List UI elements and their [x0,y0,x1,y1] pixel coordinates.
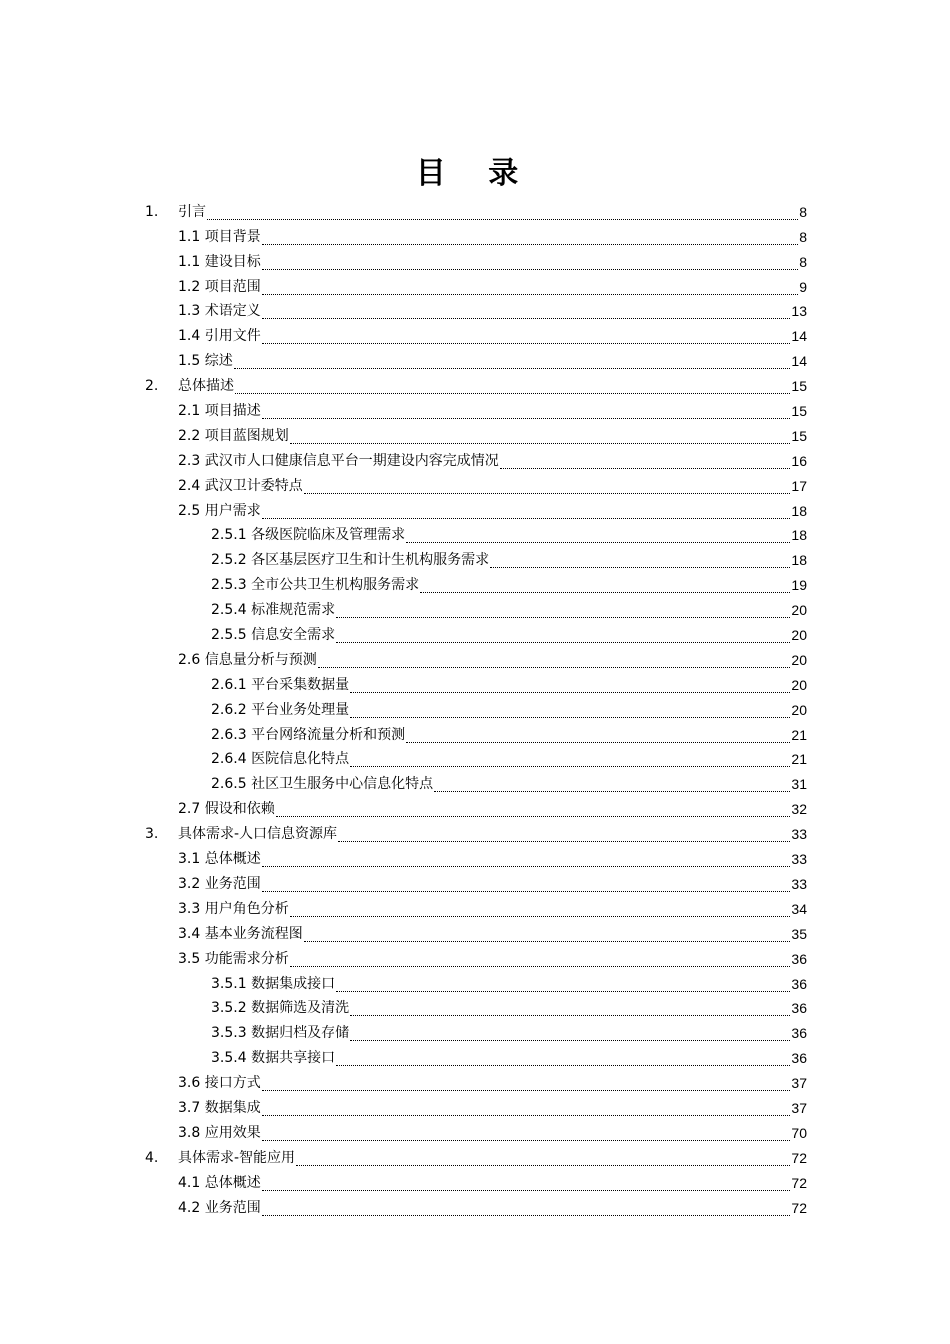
toc-page-number: 36 [791,1025,807,1042]
toc-leader-dots [350,1028,790,1042]
toc-page-number: 19 [791,577,807,594]
toc-leader-dots [262,406,791,420]
toc-page-number: 15 [791,427,807,444]
toc-page-number: 18 [791,502,807,519]
toc-entry[interactable] [145,198,807,223]
toc-entry[interactable] [145,1119,807,1144]
toc-page-number: 34 [791,900,807,917]
toc-entry-label: 2.5.3 全市公共卫生机构服务需求 [211,577,420,594]
toc-entry-label: 2.6 信息量分析与预测 [178,651,317,668]
toc-entry[interactable] [145,273,807,298]
toc-entry[interactable] [145,422,807,447]
table-of-contents [145,198,807,1219]
toc-page-number: 36 [791,1050,807,1067]
toc-entry[interactable] [145,248,807,273]
toc-leader-dots [276,804,791,818]
toc-leader-dots [207,207,798,221]
toc-leader-dots [406,530,790,544]
toc-leader-dots [262,257,798,271]
toc-leader-dots [235,381,790,395]
toc-entry[interactable] [145,347,807,372]
toc-entry[interactable] [145,920,807,945]
toc-page-number: 14 [791,353,807,370]
toc-entry[interactable] [145,770,807,795]
toc-entry[interactable] [145,372,807,397]
toc-page-number: 33 [791,826,807,843]
toc-leader-dots [350,1003,790,1017]
toc-leader-dots [350,754,790,768]
toc-page-number: 21 [791,726,807,743]
toc-page-number: 17 [791,477,807,494]
toc-entry-label: 具体需求-人口信息资源库 [178,826,338,843]
toc-entry-label: 2.5.2 各区基层医疗卫生和计生机构服务需求 [211,552,490,569]
toc-entry-label: 总体描述 [178,378,234,395]
toc-entry[interactable] [145,1044,807,1069]
toc-leader-dots [234,356,791,370]
toc-entry-label: 3.5 功能需求分析 [178,950,289,967]
toc-page-number: 20 [791,627,807,644]
toc-entry[interactable] [145,1019,807,1044]
toc-page-number: 37 [791,1099,807,1116]
toc-leader-dots [262,1128,791,1142]
toc-entry-label: 1.1 项目背景 [178,228,261,245]
toc-entry[interactable] [145,522,807,547]
toc-page-number: 14 [791,328,807,345]
toc-page-number: 20 [791,701,807,718]
toc-entry[interactable] [145,646,807,671]
toc-leader-dots [318,655,791,669]
toc-entry-label: 2.6.2 平台业务处理量 [211,701,350,718]
toc-page-number: 20 [791,651,807,668]
toc-leader-dots [304,481,791,495]
toc-page-number: 18 [791,527,807,544]
toc-entry[interactable] [145,1169,807,1194]
toc-leader-dots [338,829,790,843]
toc-leader-dots [262,879,791,893]
toc-entry-label: 2.3 武汉市人口健康信息平台一期建设内容完成情况 [178,452,499,469]
toc-leader-dots [262,331,791,345]
toc-entry[interactable] [145,1094,807,1119]
toc-entry[interactable] [145,870,807,895]
toc-entry[interactable] [145,223,807,248]
toc-entry-label: 4.2 业务范围 [178,1199,261,1216]
toc-leader-dots [262,1203,791,1217]
toc-page-number: 18 [791,552,807,569]
toc-leader-dots [336,605,790,619]
toc-page-number: 72 [791,1174,807,1191]
toc-entry[interactable] [145,795,807,820]
toc-page-number: 21 [791,751,807,768]
toc-entry-label: 2.6.5 社区卫生服务中心信息化特点 [211,776,434,793]
toc-entry-label: 2.4 武汉卫计委特点 [178,477,303,494]
toc-entry-label: 引言 [178,203,206,220]
toc-entry-label: 1.3 术语定义 [178,303,261,320]
toc-entry[interactable] [145,1069,807,1094]
toc-leader-dots [406,730,790,744]
toc-entry[interactable] [145,298,807,323]
toc-page-number: 9 [799,278,807,295]
toc-entry-number: 3. [145,826,159,843]
toc-page-number: 33 [791,851,807,868]
toc-entry-label: 1.1 建设目标 [178,253,261,270]
toc-entry-label: 2.5.4 标准规范需求 [211,602,336,619]
toc-page-number: 36 [791,950,807,967]
toc-entry[interactable] [145,845,807,870]
toc-entry-label: 3.6 接口方式 [178,1075,261,1092]
toc-page-number: 8 [799,203,807,220]
toc-entry-label: 2.2 项目蓝图规划 [178,427,289,444]
toc-title: 目 录 [415,156,535,191]
toc-entry[interactable] [145,895,807,920]
toc-entry-label: 2.1 项目描述 [178,403,261,420]
toc-entry-label: 3.3 用户角色分析 [178,900,289,917]
toc-leader-dots [434,779,790,793]
toc-leader-dots [262,1078,791,1092]
toc-entry-label: 2.5.5 信息安全需求 [211,627,336,644]
toc-leader-dots [262,1103,791,1117]
toc-entry-label: 2.6.3 平台网络流量分析和预测 [211,726,406,743]
toc-entry[interactable] [145,721,807,746]
toc-page-number: 36 [791,975,807,992]
toc-page-number: 32 [791,801,807,818]
toc-entry-label: 3.5.4 数据共享接口 [211,1050,336,1067]
toc-entry-label: 3.5.3 数据归档及存储 [211,1025,350,1042]
toc-leader-dots [336,979,790,993]
toc-entry[interactable] [145,497,807,522]
toc-page-number: 37 [791,1075,807,1092]
toc-entry-label: 具体需求-智能应用 [178,1149,296,1166]
toc-page-number: 16 [791,452,807,469]
toc-entry[interactable] [145,746,807,771]
toc-entry[interactable] [145,696,807,721]
toc-entry[interactable] [145,671,807,696]
toc-page-number: 70 [791,1124,807,1141]
toc-entry[interactable] [145,621,807,646]
toc-leader-dots [420,580,790,594]
toc-page-number: 31 [791,776,807,793]
toc-entry[interactable] [145,820,807,845]
toc-entry[interactable] [145,596,807,621]
toc-entry[interactable] [145,995,807,1020]
toc-page-number: 20 [791,602,807,619]
toc-entry[interactable] [145,945,807,970]
toc-leader-dots [296,1153,790,1167]
toc-page-number: 72 [791,1149,807,1166]
toc-leader-dots [262,232,798,246]
toc-page-number: 15 [791,403,807,420]
toc-entry[interactable] [145,1194,807,1219]
toc-page-number: 13 [791,303,807,320]
toc-entry-label: 2.6.1 平台采集数据量 [211,676,350,693]
toc-entry-label: 3.7 数据集成 [178,1099,261,1116]
toc-entry-label: 1.5 综述 [178,353,233,370]
toc-leader-dots [290,431,791,445]
toc-leader-dots [262,854,791,868]
toc-entry-number: 2. [145,378,159,395]
toc-page-number: 15 [791,378,807,395]
toc-leader-dots [350,705,790,719]
toc-entry-label: 3.2 业务范围 [178,875,261,892]
toc-entry-label: 2.7 假设和依赖 [178,801,275,818]
toc-entry-label: 2.5 用户需求 [178,502,261,519]
toc-leader-dots [336,1053,790,1067]
toc-leader-dots [262,1178,791,1192]
toc-entry[interactable] [145,447,807,472]
toc-entry-number: 4. [145,1149,159,1166]
toc-leader-dots [262,282,798,296]
toc-entry[interactable] [145,546,807,571]
toc-leader-dots [290,954,791,968]
toc-leader-dots [262,306,791,320]
toc-entry-label: 1.2 项目范围 [178,278,261,295]
toc-entry-number: 1. [145,203,159,220]
toc-entry-label: 2.5.1 各级医院临床及管理需求 [211,527,406,544]
toc-leader-dots [336,630,790,644]
toc-entry[interactable] [145,571,807,596]
toc-entry[interactable] [145,322,807,347]
toc-page-number: 33 [791,875,807,892]
toc-entry[interactable] [145,1144,807,1169]
toc-page-number: 8 [799,228,807,245]
toc-page-number: 35 [791,925,807,942]
toc-entry-label: 3.4 基本业务流程图 [178,925,303,942]
toc-page-number: 8 [799,253,807,270]
toc-entry-label: 3.5.1 数据集成接口 [211,975,336,992]
toc-page-number: 20 [791,676,807,693]
toc-entry-label: 1.4 引用文件 [178,328,261,345]
toc-entry-label: 2.6.4 医院信息化特点 [211,751,350,768]
toc-entry-label: 3.8 应用效果 [178,1124,261,1141]
toc-entry-label: 4.1 总体概述 [178,1174,261,1191]
toc-entry[interactable] [145,970,807,995]
toc-entry-label: 3.1 总体概述 [178,851,261,868]
toc-leader-dots [262,506,791,520]
toc-entry[interactable] [145,397,807,422]
toc-leader-dots [490,555,790,569]
toc-leader-dots [350,680,790,694]
toc-entry-label: 3.5.2 数据筛选及清洗 [211,1000,350,1017]
toc-leader-dots [500,456,791,470]
toc-entry[interactable] [145,472,807,497]
toc-page-number: 36 [791,1000,807,1017]
toc-leader-dots [290,904,791,918]
toc-leader-dots [304,929,791,943]
toc-page-number: 72 [791,1199,807,1216]
